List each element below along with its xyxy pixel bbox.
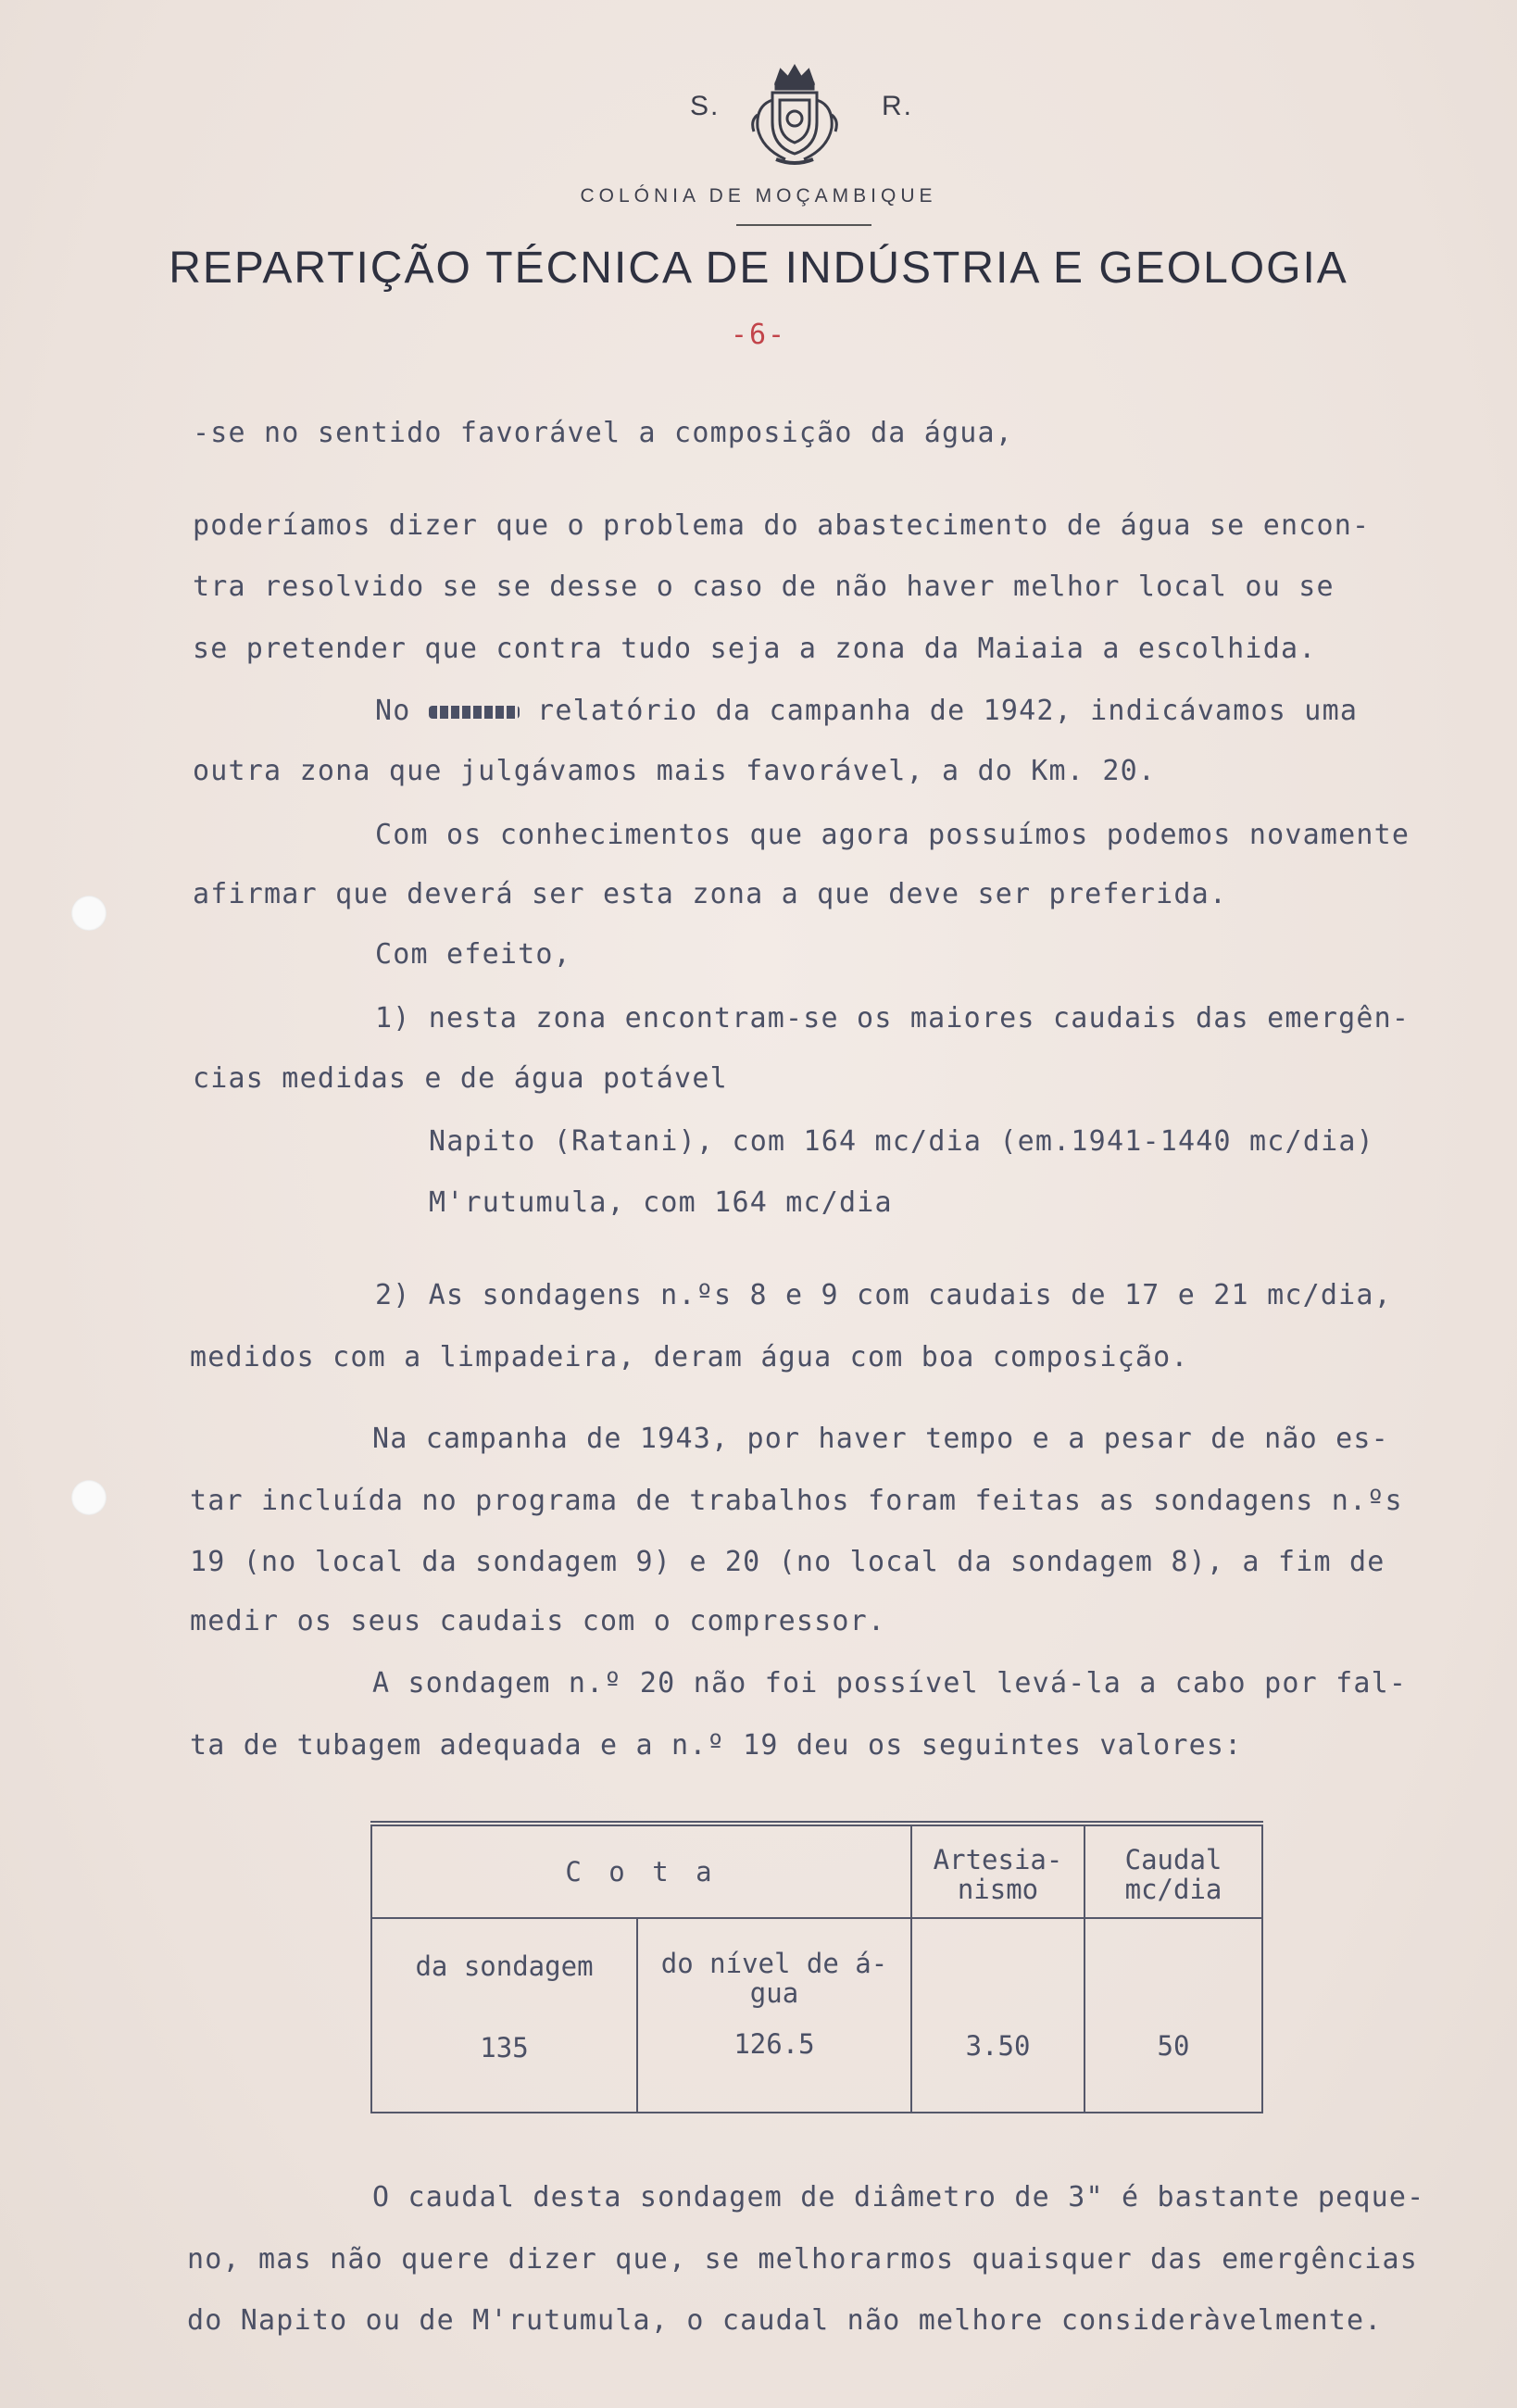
nivel-label: do nível de á- gua bbox=[660, 1948, 888, 2009]
colony-heading: COLÓNIA DE MOÇAMBIQUE bbox=[580, 185, 937, 207]
text-line: medir os seus caudais com o compressor. bbox=[190, 1605, 886, 1637]
text-line: M'rutumula, com 164 mc/dia bbox=[429, 1186, 893, 1219]
text-line: se pretender que contra tudo seja a zona da Maiaia a escolhida. bbox=[193, 633, 1317, 665]
text-line: A sondagem n.º 20 não foi possível levá-la a cabo por fal- bbox=[372, 1667, 1408, 1699]
text-fragment: relatório da campanha de 1942, indicávamos uma bbox=[519, 695, 1359, 727]
text-line: outra zona que julgávamos mais favorável, a do Km. 20. bbox=[193, 755, 1157, 787]
page-number: -6- bbox=[730, 319, 787, 351]
measurements-table bbox=[370, 1821, 1263, 2113]
nivel-value: 126.5 bbox=[733, 2028, 815, 2060]
artesianismo-header: Artesia- nismo bbox=[911, 1824, 1084, 1918]
cota-header: C o t a bbox=[371, 1824, 911, 1918]
text-fragment: No bbox=[375, 695, 429, 727]
table-row bbox=[371, 1918, 1262, 2113]
punch-hole-top bbox=[71, 896, 107, 931]
sondagem-cell bbox=[371, 1918, 637, 2113]
heading-divider bbox=[736, 224, 871, 226]
text-line: Napito (Ratani), com 164 mc/dia (em.1941-1440 mc/dia) bbox=[429, 1125, 1374, 1158]
text-line: poderíamos dizer que o problema do abastecimento de água se encon- bbox=[193, 509, 1371, 542]
sondagem-value: 135 bbox=[480, 2032, 529, 2063]
text-line: ta de tubagem adequada e a n.º 19 deu os seguintes valores: bbox=[190, 1729, 1243, 1762]
text-line: afirmar que deverá ser esta zona a que deve ser preferida. bbox=[193, 878, 1228, 910]
text-line: -se no sentido favorável a composição da água, bbox=[193, 417, 1014, 449]
text-line: do Napito ou de M'rutumula, o caudal não melhore consideràvelmente. bbox=[187, 2304, 1383, 2337]
artesianismo-cell bbox=[911, 1918, 1084, 2113]
text-line: Com efeito, bbox=[375, 938, 571, 971]
text-line: no, mas não quere dizer que, se melhorarmos quaisquer das emergências bbox=[187, 2243, 1419, 2276]
strikeout-mark bbox=[429, 706, 520, 719]
caudal-cell bbox=[1084, 1918, 1262, 2113]
caudal-header: Caudal mc/dia bbox=[1084, 1824, 1262, 1918]
text-line: tra resolvido se se desse o caso de não haver melhor local ou se bbox=[193, 571, 1335, 603]
text-line: Na campanha de 1943, por haver tempo e a pesar de não es- bbox=[372, 1423, 1389, 1455]
text-line: medidos com a limpadeira, deram água com boa composição. bbox=[190, 1341, 1189, 1373]
department-heading: REPARTIÇÃO TÉCNICA DE INDÚSTRIA E GEOLOGIA bbox=[169, 244, 1348, 293]
coat-of-arms-icon bbox=[748, 63, 841, 167]
caudal-value: 50 bbox=[1157, 2030, 1190, 2062]
text-line bbox=[375, 695, 1358, 727]
letterhead-r: R. bbox=[882, 91, 913, 121]
text-line: O caudal desta sondagem de diâmetro de 3" é bastante peque- bbox=[372, 2181, 1425, 2214]
text-line: 2) As sondagens n.ºs 8 e 9 com caudais de 17 e 21 mc/dia, bbox=[375, 1279, 1392, 1311]
nivel-cell bbox=[637, 1918, 911, 2113]
table-header-row bbox=[371, 1824, 1262, 1918]
text-line: 1) nesta zona encontram-se os maiores caudais das emergên- bbox=[375, 1002, 1410, 1035]
text-line: 19 (no local da sondagem 9) e 20 (no local da sondagem 8), a fim de bbox=[190, 1546, 1385, 1578]
sondagem-label: da sondagem bbox=[415, 1950, 594, 1982]
text-line: cias medidas e de água potável bbox=[193, 1062, 728, 1095]
artesianismo-value: 3.50 bbox=[965, 2030, 1031, 2062]
text-line: Com os conhecimentos que agora possuímos podemos novamente bbox=[375, 819, 1410, 851]
punch-hole-bottom bbox=[71, 1480, 107, 1515]
letterhead-s: S. bbox=[690, 91, 721, 121]
text-line: tar incluída no programa de trabalhos foram feitas as sondagens n.ºs bbox=[190, 1485, 1403, 1517]
